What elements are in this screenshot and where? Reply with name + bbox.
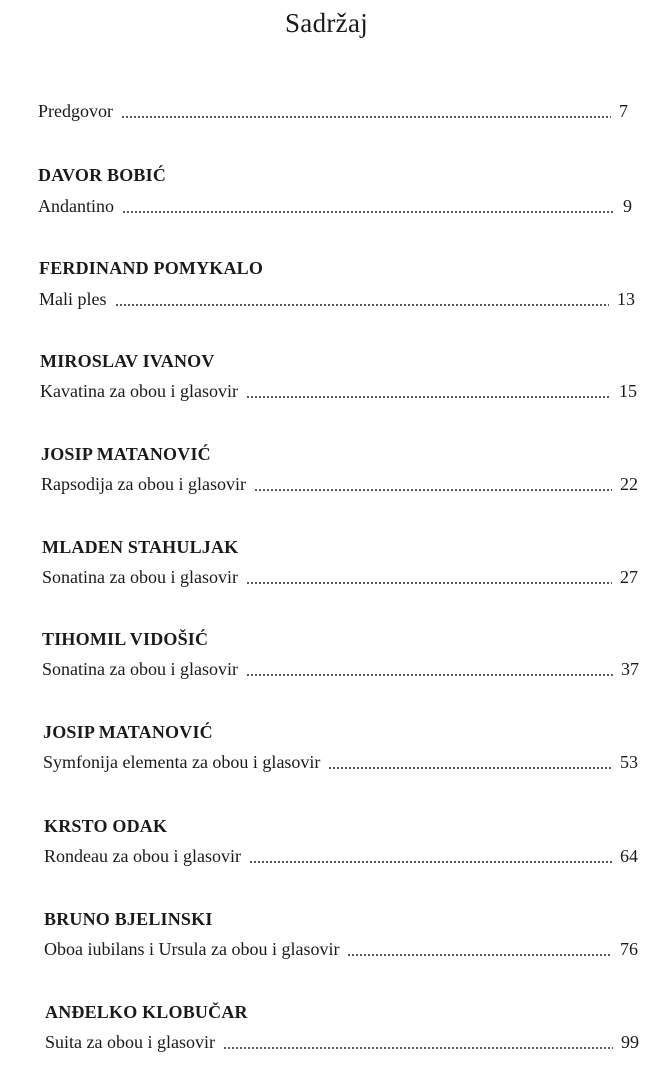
- work-title: Andantino: [38, 196, 114, 216]
- composer-name: MIROSLAV IVANOV: [40, 351, 215, 371]
- page-number: 53: [620, 752, 638, 772]
- dot-leader: [246, 567, 612, 585]
- page-number: 22: [620, 474, 638, 494]
- toc-line: [43, 752, 638, 773]
- composer-name: ANĐELKO KLOBUČAR: [45, 1002, 248, 1022]
- composer-name: JOSIP MATANOVIĆ: [41, 444, 211, 464]
- work-title: Mali ples: [39, 289, 107, 309]
- page-number: 27: [620, 567, 638, 587]
- toc-line: [44, 939, 638, 960]
- dot-leader: [254, 474, 612, 492]
- toc-line: [44, 846, 638, 867]
- work-title: Oboa iubilans i Ursula za obou i glasovir: [44, 939, 340, 959]
- toc-line: [42, 659, 639, 680]
- work-title: Suita za obou i glasovir: [45, 1032, 215, 1052]
- dot-leader: [246, 381, 611, 399]
- page-number: 64: [620, 846, 638, 866]
- page-title: Sadržaj: [284, 8, 369, 38]
- page-number: 15: [619, 381, 637, 401]
- page-number: 99: [621, 1032, 639, 1052]
- work-title: Kavatina za obou i glasovir: [40, 381, 238, 401]
- work-title: Sonatina za obou i glasovir: [42, 567, 238, 587]
- toc-line: [41, 474, 638, 495]
- dot-leader: [223, 1032, 613, 1050]
- toc-line: [45, 1032, 639, 1053]
- toc-line: [39, 289, 635, 310]
- work-title: Sonatina za obou i glasovir: [42, 659, 238, 679]
- work-title: Rondeau za obou i glasovir: [44, 846, 241, 866]
- composer-name: TIHOMIL VIDOŠIĆ: [42, 629, 209, 649]
- composer-name: DAVOR BOBIĆ: [38, 165, 167, 185]
- composer-name: FERDINAND POMYKALO: [39, 258, 264, 278]
- toc-line: [42, 567, 638, 588]
- page-number: 76: [620, 939, 638, 959]
- toc-line-preface: [38, 101, 628, 122]
- composer-name: KRSTO ODAK: [44, 816, 168, 836]
- composer-name: JOSIP MATANOVIĆ: [43, 722, 213, 742]
- dot-leader: [347, 939, 612, 957]
- dot-leader: [122, 196, 615, 214]
- toc-line: [38, 196, 632, 217]
- page-number: 37: [621, 659, 639, 679]
- page-number: 7: [619, 101, 628, 121]
- composer-name: BRUNO BJELINSKI: [44, 909, 213, 929]
- dot-leader: [249, 846, 612, 864]
- dot-leader: [121, 101, 611, 119]
- composer-name: MLADEN STAHULJAK: [42, 537, 239, 557]
- preface-label: Predgovor: [38, 101, 113, 121]
- page-number: 9: [623, 196, 632, 216]
- dot-leader: [328, 752, 612, 770]
- toc-line: [40, 381, 637, 402]
- work-title: Rapsodija za obou i glasovir: [41, 474, 246, 494]
- page-number: 13: [617, 289, 635, 309]
- dot-leader: [246, 659, 613, 677]
- work-title: Symfonija elementa za obou i glasovir: [43, 752, 321, 772]
- dot-leader: [115, 289, 610, 307]
